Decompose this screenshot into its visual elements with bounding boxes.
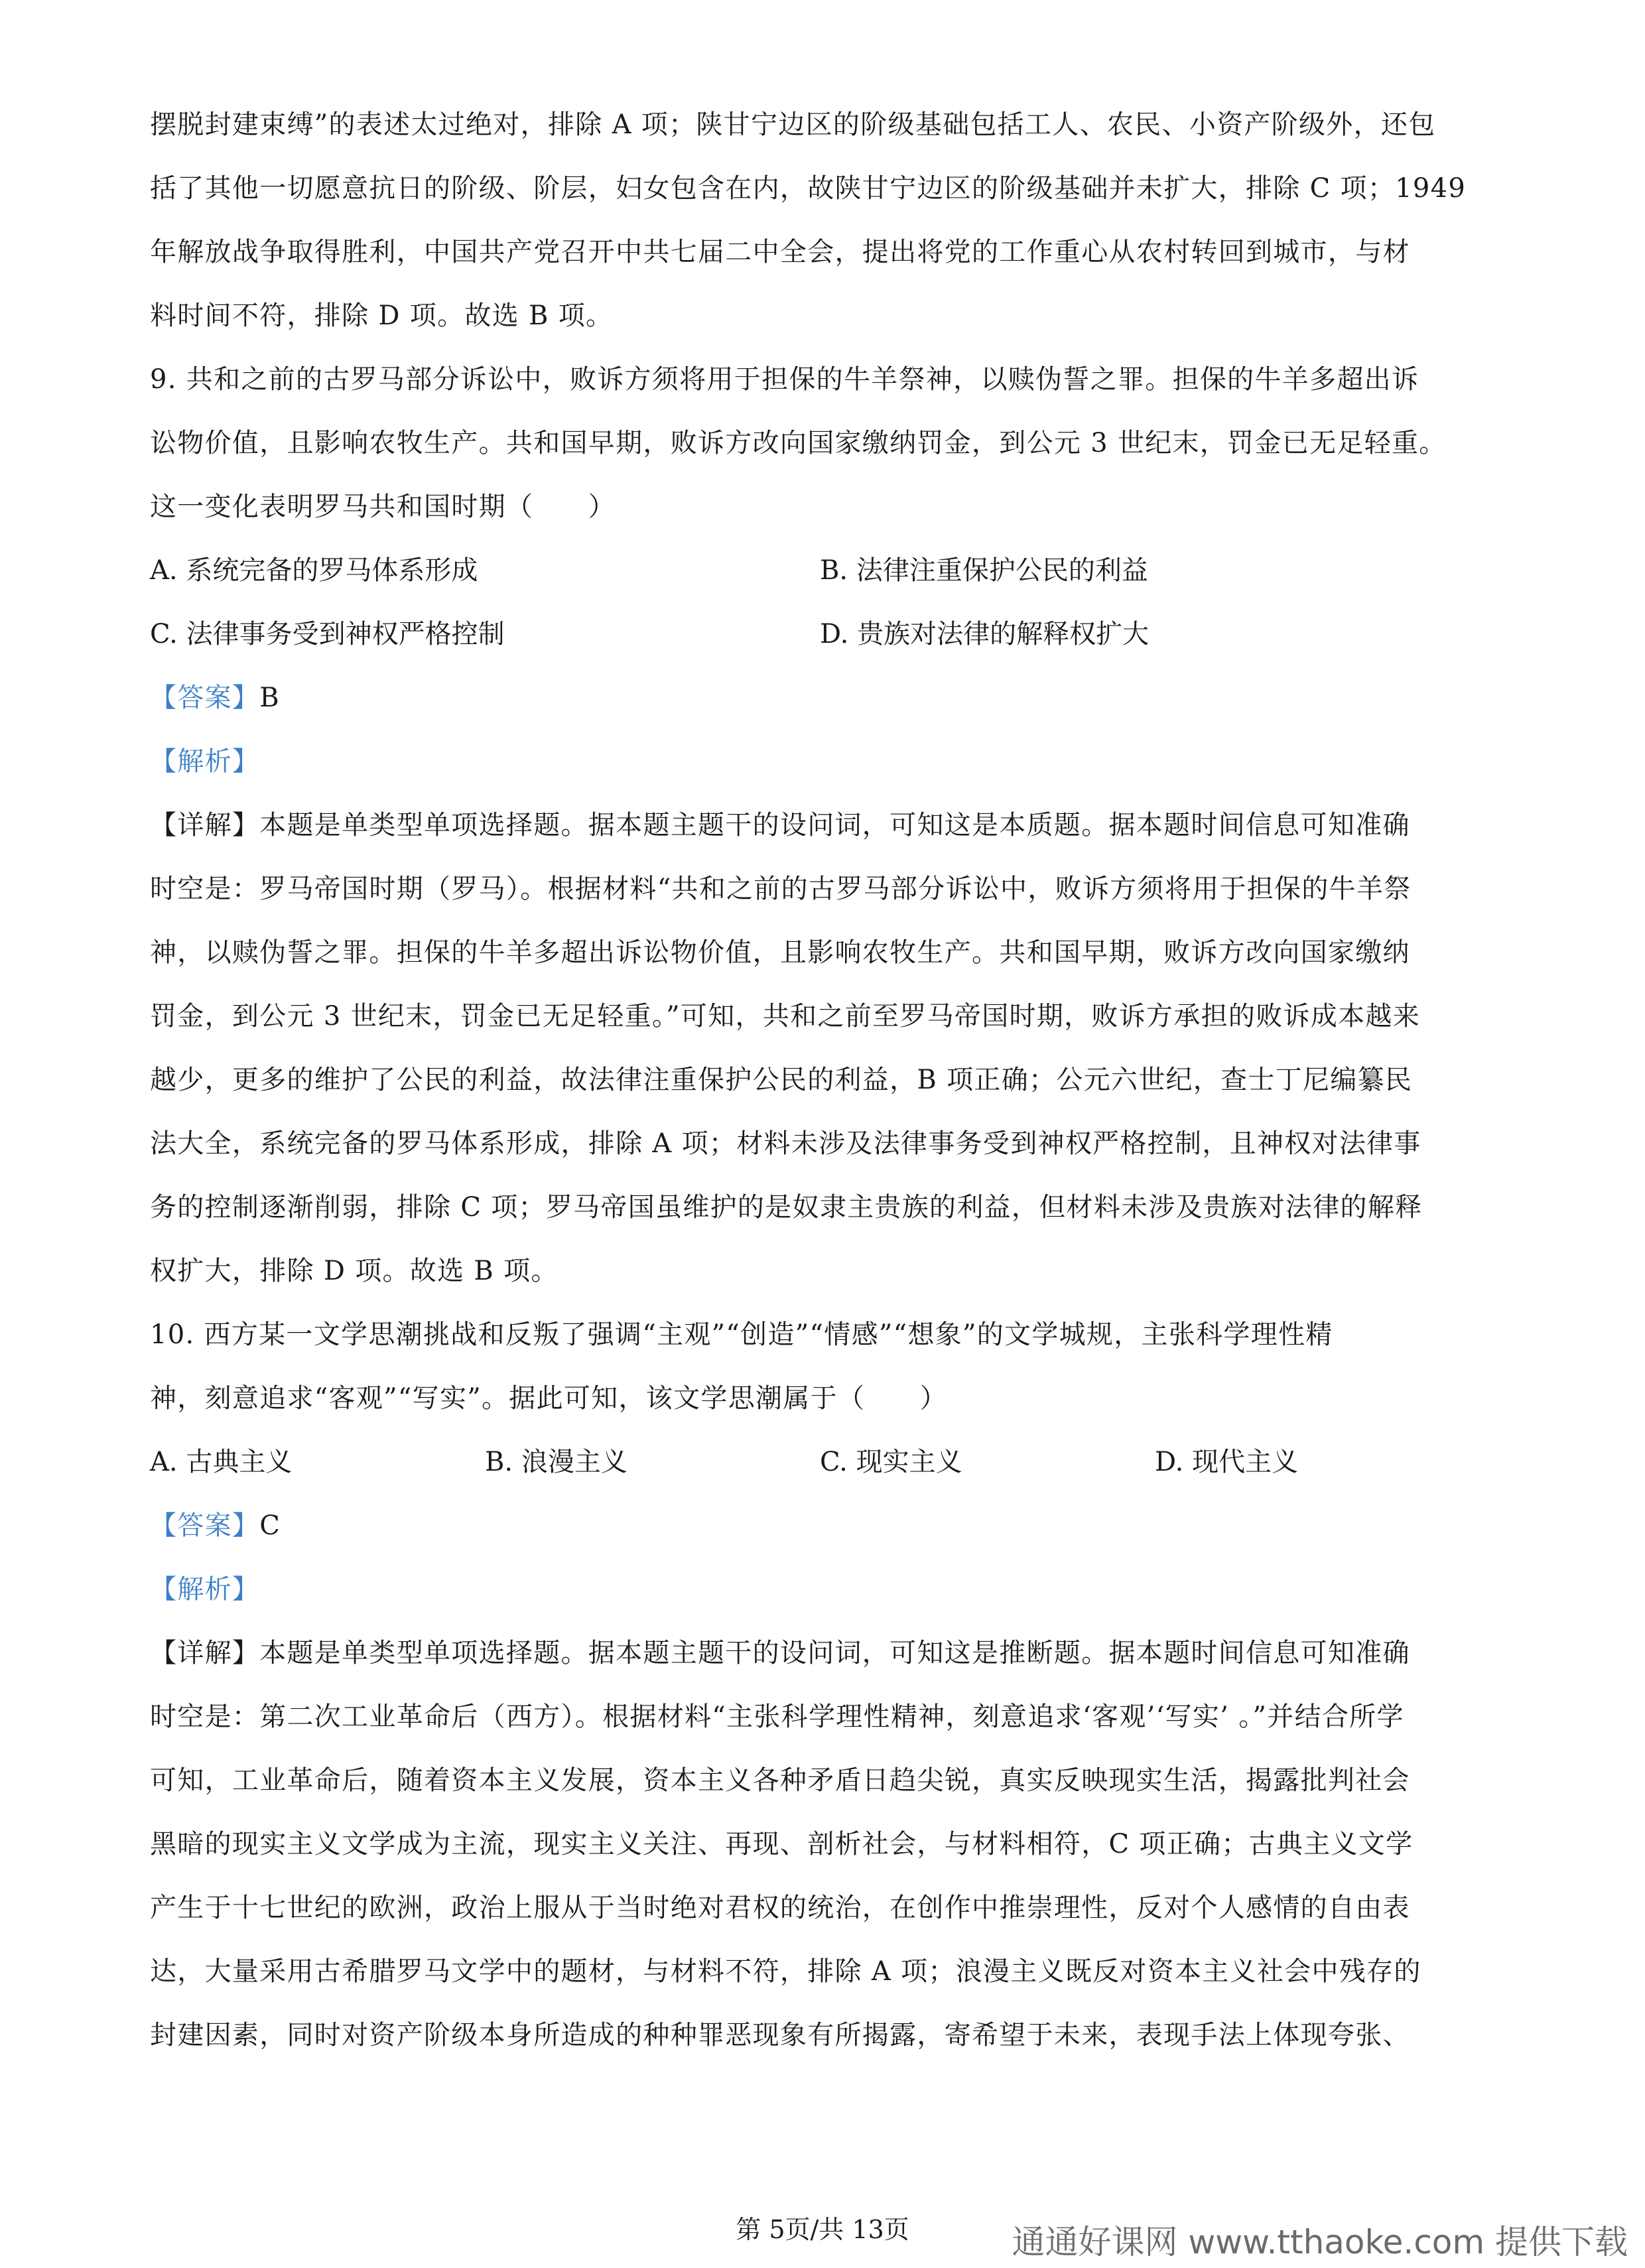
question-stem-line: 9. 共和之前的古罗马部分诉讼中，败诉方须将用于担保的牛羊祭神，以赎伪誓之罪。担保的牛羊多超出诉 xyxy=(150,364,1419,395)
detail-tag: 【详解】 xyxy=(150,810,260,840)
options-row xyxy=(150,602,1503,666)
answer-line xyxy=(150,1494,1503,1558)
detail-line: 权扩大，排除 D 项。故选 B 项。 xyxy=(150,1256,559,1286)
detail-line: 法大全，系统完备的罗马体系形成，排除 A 项；材料未涉及法律事务受到神权严格控制，且神权对法律事 xyxy=(150,1128,1421,1159)
page-content xyxy=(150,93,1503,2067)
text-line: 摆脱封建束缚”的表述太过绝对，排除 A 项；陕甘宁边区的阶级基础包括工人、农民、小资产阶级外，还包 xyxy=(150,109,1436,140)
options-row xyxy=(150,1430,1503,1494)
detail-line: 时空是：罗马帝国时期（罗马）。根据材料“共和之前的古罗马部分诉讼中，败诉方须将用于担保的牛羊祭 xyxy=(150,874,1412,904)
option-d: D. 贵族对法律的解释权扩大 xyxy=(820,619,1150,649)
detail-line: 达，大量采用古希腊罗马文学中的题材，与材料不符，排除 A 项；浪漫主义既反对资本主义社会中残存的 xyxy=(150,1956,1421,1987)
detail-line: 越少，更多的维护了公民的利益，故法律注重保护公民的利益，B 项正确；公元六世纪，查士丁尼编纂民 xyxy=(150,1065,1413,1095)
detail-line xyxy=(150,793,1503,857)
question-9 xyxy=(150,348,1503,1303)
option-a: A. 系统完备的罗马体系形成 xyxy=(150,555,478,586)
option-c: C. 现实主义 xyxy=(820,1447,962,1477)
watermark: 通通好课网 www.tthaoke.com 提供下载 xyxy=(1012,2223,1628,2261)
detail-line: 时空是：第二次工业革命后（西方）。根据材料“主张科学理性精神，刻意追求‘客观’‘写实’ 。”并结合所学 xyxy=(150,1701,1404,1732)
text-line: 括了其他一切愿意抗日的阶级、阶层，妇女包含在内，故陕甘宁边区的阶级基础并未扩大，排除 C 项；1949 xyxy=(150,173,1467,204)
detail-tag: 【详解】 xyxy=(150,1638,260,1668)
option-b: B. 浪漫主义 xyxy=(485,1447,627,1477)
question-stem-line: 讼物价值，且影响农牧生产。共和国早期，败诉方改向国家缴纳罚金，到公元 3 世纪末，罚金已无足轻重。 xyxy=(150,428,1447,458)
intro-paragraph xyxy=(150,93,1503,348)
detail-line: 罚金，到公元 3 世纪末，罚金已无足轻重。”可知，共和之前至罗马帝国时期，败诉方承担的败诉成本越来 xyxy=(150,1001,1421,1032)
question-stem-line: 这一变化表明罗马共和国时期（ ） xyxy=(150,492,616,522)
answer-line xyxy=(150,666,1503,730)
detail-line: 可知，工业革命后，随着资本主义发展，资本主义各种矛盾日趋尖锐，真实反映现实生活，揭露批判社会 xyxy=(150,1765,1410,1796)
detail-line: 神，以赎伪誓之罪。担保的牛羊多超出诉讼物价值，且影响农牧生产。共和国早期，败诉方改向国家缴纳 xyxy=(150,937,1410,968)
options-row xyxy=(150,539,1503,602)
text-line: 料时间不符，排除 D 项。故选 B 项。 xyxy=(150,300,614,331)
text-line: 年解放战争取得胜利，中国共产党召开中共七届二中全会，提出将党的工作重心从农村转回到城市，与材 xyxy=(150,237,1410,267)
answer-tag: 【答案】 xyxy=(150,1510,260,1541)
answer-tag: 【答案】 xyxy=(150,683,260,713)
answer-value: C xyxy=(259,1510,281,1541)
analysis-tag: 【解析】 xyxy=(150,1574,260,1605)
detail-line: 务的控制逐渐削弱，排除 C 项；罗马帝国虽维护的是奴隶主贵族的利益，但材料未涉及贵族对法律的解释 xyxy=(150,1192,1423,1223)
detail-text: 本题是单类型单项选择题。据本题主题干的设问词，可知这是本质题。据本题时间信息可知准确 xyxy=(259,810,1410,840)
question-10 xyxy=(150,1303,1503,2067)
option-c: C. 法律事务受到神权严格控制 xyxy=(150,619,505,649)
analysis-tag: 【解析】 xyxy=(150,746,260,777)
option-a: A. 古典主义 xyxy=(150,1447,293,1477)
detail-line: 产生于十七世纪的欧洲，政治上服从于当时绝对君权的统治，在创作中推崇理性，反对个人感情的自由表 xyxy=(150,1893,1410,1923)
detail-line: 黑暗的现实主义文学成为主流，现实主义关注、再现、剖析社会，与材料相符，C 项正确；古典主义文学 xyxy=(150,1829,1414,1859)
detail-text: 本题是单类型单项选择题。据本题主题干的设问词，可知这是推断题。据本题时间信息可知准确 xyxy=(259,1638,1410,1668)
question-stem-line: 神，刻意追求“客观”“写实”。据此可知，该文学思潮属于（ ） xyxy=(150,1383,948,1414)
question-stem-line: 10. 西方某一文学思潮挑战和反叛了强调“主观”“创造”“情感”“想象”的文学城规，主张科学理性精 xyxy=(150,1319,1333,1350)
page-number: 第 5页/共 13页 xyxy=(736,2215,909,2244)
option-b: B. 法律注重保护公民的利益 xyxy=(820,555,1148,586)
detail-line xyxy=(150,1621,1503,1685)
detail-line: 封建因素，同时对资产阶级本身所造成的种种罪恶现象有所揭露，寄希望于未来，表现手法上体现夸张、 xyxy=(150,2020,1410,2050)
option-d: D. 现代主义 xyxy=(1155,1447,1299,1477)
answer-value: B xyxy=(259,683,280,713)
